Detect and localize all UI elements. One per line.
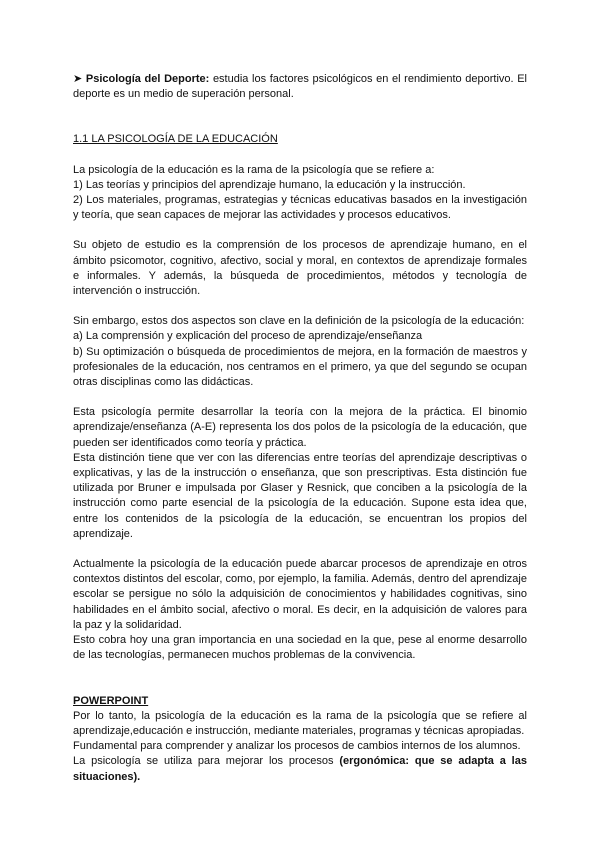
theory-paragraph: Esta distinción tiene que ver con las diferencias entre teorías del aprendizaje descriptivas o explicativas, y las de la instrucción o enseñanza, que son prescriptivas. Esta distinción fue utilizada por Bruner e impulsada por Glaser y Resnick, que conciben a la psicología de la instrucción como parte esencial de la psicología de la educación. Supone esta idea que, entre los contenidos de la psicología de la educación, se encuentran los propios del aprendizaje. — [73, 451, 527, 540]
aspects-block — [73, 314, 527, 390]
definition-line: La psicología de la educación es la rama de la psicología que se refiere a: — [73, 163, 435, 176]
bullet-arrow-icon: ➤ — [73, 73, 83, 85]
term-description: estudia los factores psicológicos en el rendimiento deportivo. El deporte es un medio de superación personal. — [73, 73, 528, 101]
powerpoint-line — [73, 754, 527, 784]
aspect-item: a) La comprensión y explicación del proceso de aprendizaje/enseñanza — [73, 330, 423, 343]
section-heading: 1.1 LA PSICOLOGÍA DE LA EDUCACIÓN — [73, 133, 278, 146]
current-block — [73, 557, 527, 663]
powerpoint-title: POWERPOINT — [73, 694, 149, 707]
powerpoint-block — [73, 694, 527, 785]
sports-psychology-paragraph — [73, 72, 527, 102]
powerpoint-last-bold: (ergonómica: que se adapta a las situaciones). — [73, 755, 527, 783]
current-paragraph: Esto cobra hoy una gran importancia en una sociedad en la que, pese al enorme desarrollo de las tecnologías, permanecen muchos problemas de la convivencia. — [73, 634, 527, 662]
theory-block — [73, 405, 527, 542]
aspect-item: b) Su optimización o búsqueda de procedimientos de mejora, en la formación de maestros y profesionales de la educación, nos centramos en el primero, ya que del segundo se ocupan otras disciplinas como las didácticas. — [73, 345, 527, 389]
term-label: Psicología del Deporte: — [85, 73, 210, 85]
current-paragraph: Actualmente la psicología de la educación puede abarcar procesos de aprendizaje en otros contextos distintos del escolar, como, por ejemplo, la familia. Además, dentro del aprendizaje escolar se persigue no sólo la adquisición de conocimientos y habilidades cognitivas, sino habilidades en el ámbito social, afectivo o moral. Es decir, en la adquisición de valores para la paz y la solidaridad. — [73, 558, 527, 631]
powerpoint-line: Fundamental para comprender y analizar los procesos de cambios internos de los alumnos. — [73, 740, 521, 753]
definition-item: 2) Los materiales, programas, estrategias y técnicas educativas basados en la investigación y teoría, que sean capaces de mejorar las actividades y procesos educativos. — [73, 194, 527, 222]
powerpoint-line: Por lo tanto, la psicología de la educación es la rama de la psicología que se refiere al aprendizaje,educación e instrucción, mediante materiales, programas y técnicas apropiadas. — [73, 709, 527, 737]
definition-item: 1) Las teorías y principios del aprendizaje humano, la educación y la instrucción. — [73, 178, 466, 191]
object-of-study-paragraph: Su objeto de estudio es la comprensión de los procesos de aprendizaje humano, en el ámbito psicomotor, cognitivo, afectivo, social y moral, en contextos de aprendizaje formales e informales. Y además, la búsqueda de procedimientos, métodos y tecnología de intervención o instrucción. — [73, 239, 527, 298]
definition-block — [73, 163, 527, 224]
theory-paragraph: Esta psicología permite desarrollar la teoría con la mejora de la práctica. El binomio aprendizaje/enseñanza (A-E) representa los dos polos de la psicología de la educación, que pueden ser identificados como teoría y práctica. — [73, 406, 527, 449]
powerpoint-last-text: La psicología se utiliza para mejorar los procesos — [73, 755, 340, 768]
aspects-intro: Sin embargo, estos dos aspectos son clave en la definición de la psicología de la educación: — [73, 315, 525, 328]
